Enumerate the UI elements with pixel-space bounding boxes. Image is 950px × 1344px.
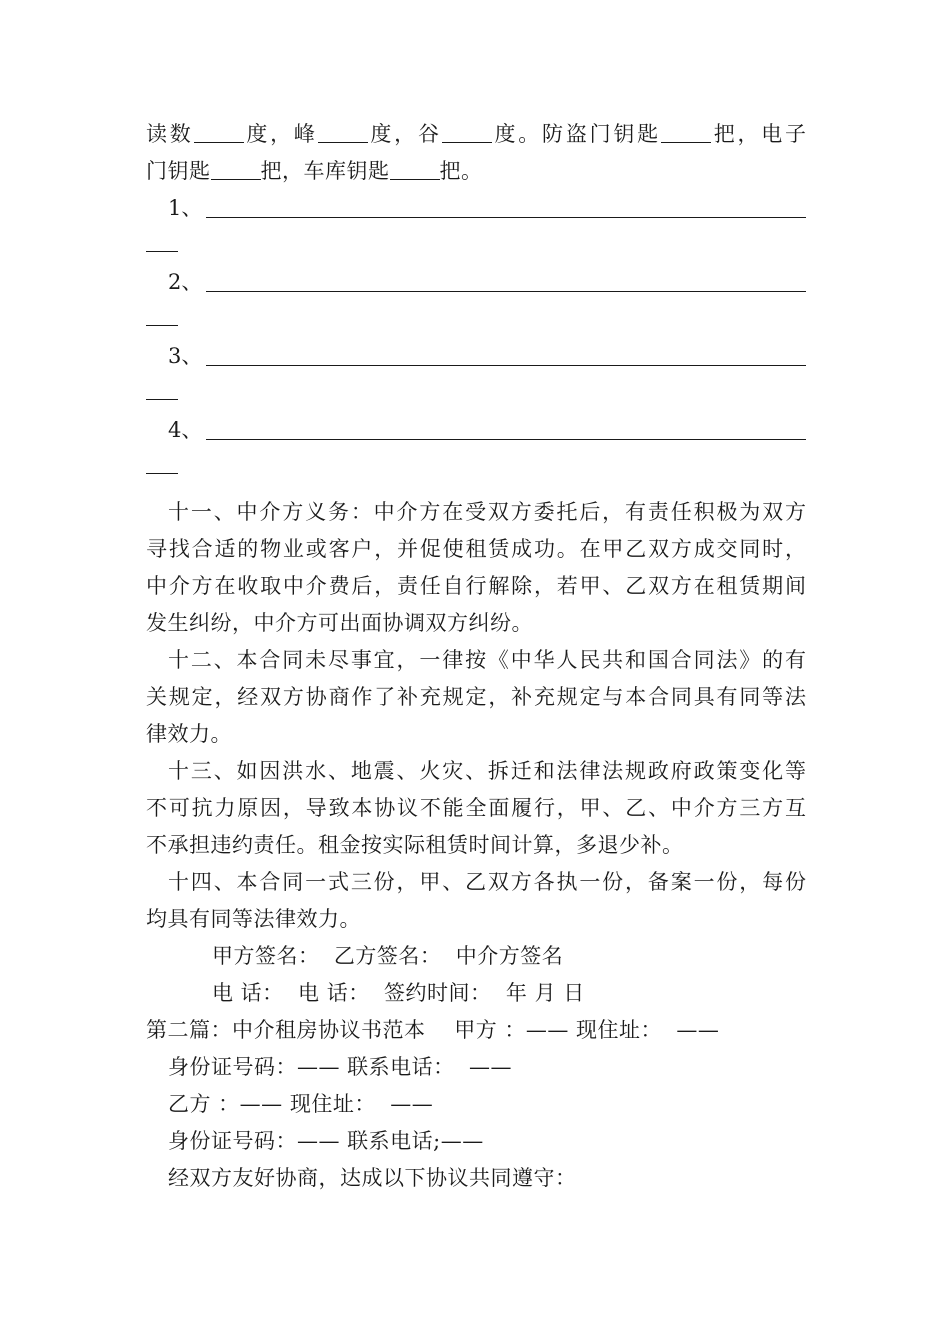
document-page [146,116,806,1197]
clause-11-line: 十一、中介方义务：中介方在受双方委托后，有责任积极为双方 [168,500,806,524]
numbered-blank-item [146,338,806,375]
second-article-title: 第二篇：中介租房协议书范本 甲方 ：—— 现住址： —— [146,1018,720,1042]
clause-13-line: 十三、如因洪水、地震、火灾、拆迁和法律法规政府政策变化等 [168,759,806,783]
item-number: 2、 [168,270,203,294]
numbered-blank-item [146,190,806,227]
clause-12-line: 十二、本合同未尽事宜，一律按《中华人民共和国合同法》的有 [168,648,806,672]
clause-11-line: 寻找合适的物业或客户，并促使租赁成功。在甲乙双方成交同时， [146,537,806,561]
readings-text: 把，车库钥匙 [260,159,390,183]
readings-line-2 [146,153,806,190]
readings-text: 把。 [439,159,483,183]
blank-line-continuation [146,301,806,338]
clause-11-line: 发生纠纷，中介方可出面协调双方纠纷。 [146,611,533,635]
blank-line-tail[interactable] [146,473,178,474]
clause-13-line: 不可抗力原因，导致本协议不能全面履行，甲、乙、中介方三方互 [146,796,806,820]
readings-text: 度，峰 [243,122,318,146]
blank-field[interactable] [194,122,244,143]
signature-names: 甲方签名： 乙方签名： 中介方签名 [212,944,564,968]
blank-line-tail[interactable] [146,399,178,400]
item-number: 3、 [168,344,203,368]
party-b-id-line: 身份证号码：—— 联系电话;—— [168,1129,484,1153]
blank-field[interactable] [318,122,368,143]
blank-field[interactable] [390,159,440,180]
blank-line-tail[interactable] [146,251,178,252]
readings-text: 把，电子 [710,122,807,146]
blank-field[interactable] [442,122,492,143]
blank-line-continuation [146,227,806,264]
clause-14-line: 十四、本合同一式三份，甲、乙双方各执一份，备案一份，每份 [168,870,806,894]
item-number: 1、 [168,196,203,220]
readings-line-1 [146,116,806,153]
clause-13-line: 不承担违约责任。租金按实际租赁时间计算，多退少补。 [146,833,684,857]
clause-11-line: 中介方在收取中介费后，责任自行解除，若甲、乙双方在租赁期间 [146,574,806,598]
readings-text: 门钥匙 [146,159,211,183]
signature-contact: 电 话： 电 话： 签约时间： 年 月 日 [212,981,585,1005]
readings-text: 读数 [146,122,194,146]
readings-text: 度。防盗门钥匙 [491,122,661,146]
numbered-blank-item [146,412,806,449]
blank-line[interactable] [206,217,806,218]
clause-14-line: 均具有同等法律效力。 [146,907,361,931]
readings-text: 度，谷 [367,122,442,146]
agreement-intro: 经双方友好协商，达成以下协议共同遵守： [168,1166,577,1190]
blank-line[interactable] [206,365,806,366]
blank-line-continuation [146,449,806,486]
item-number: 4、 [168,418,203,442]
blank-line-tail[interactable] [146,325,178,326]
clause-12-line: 关规定，经双方协商作了补充规定，补充规定与本合同具有同等法 [146,685,806,709]
blank-field[interactable] [661,122,711,143]
numbered-blank-item [146,264,806,301]
blank-field[interactable] [211,159,261,180]
party-b-line: 乙方 ：—— 现住址： —— [168,1092,434,1116]
party-a-id-line: 身份证号码：—— 联系电话： —— [168,1055,513,1079]
blank-line[interactable] [206,439,806,440]
blank-line[interactable] [206,291,806,292]
clause-12-line: 律效力。 [146,722,232,746]
blank-line-continuation [146,375,806,412]
